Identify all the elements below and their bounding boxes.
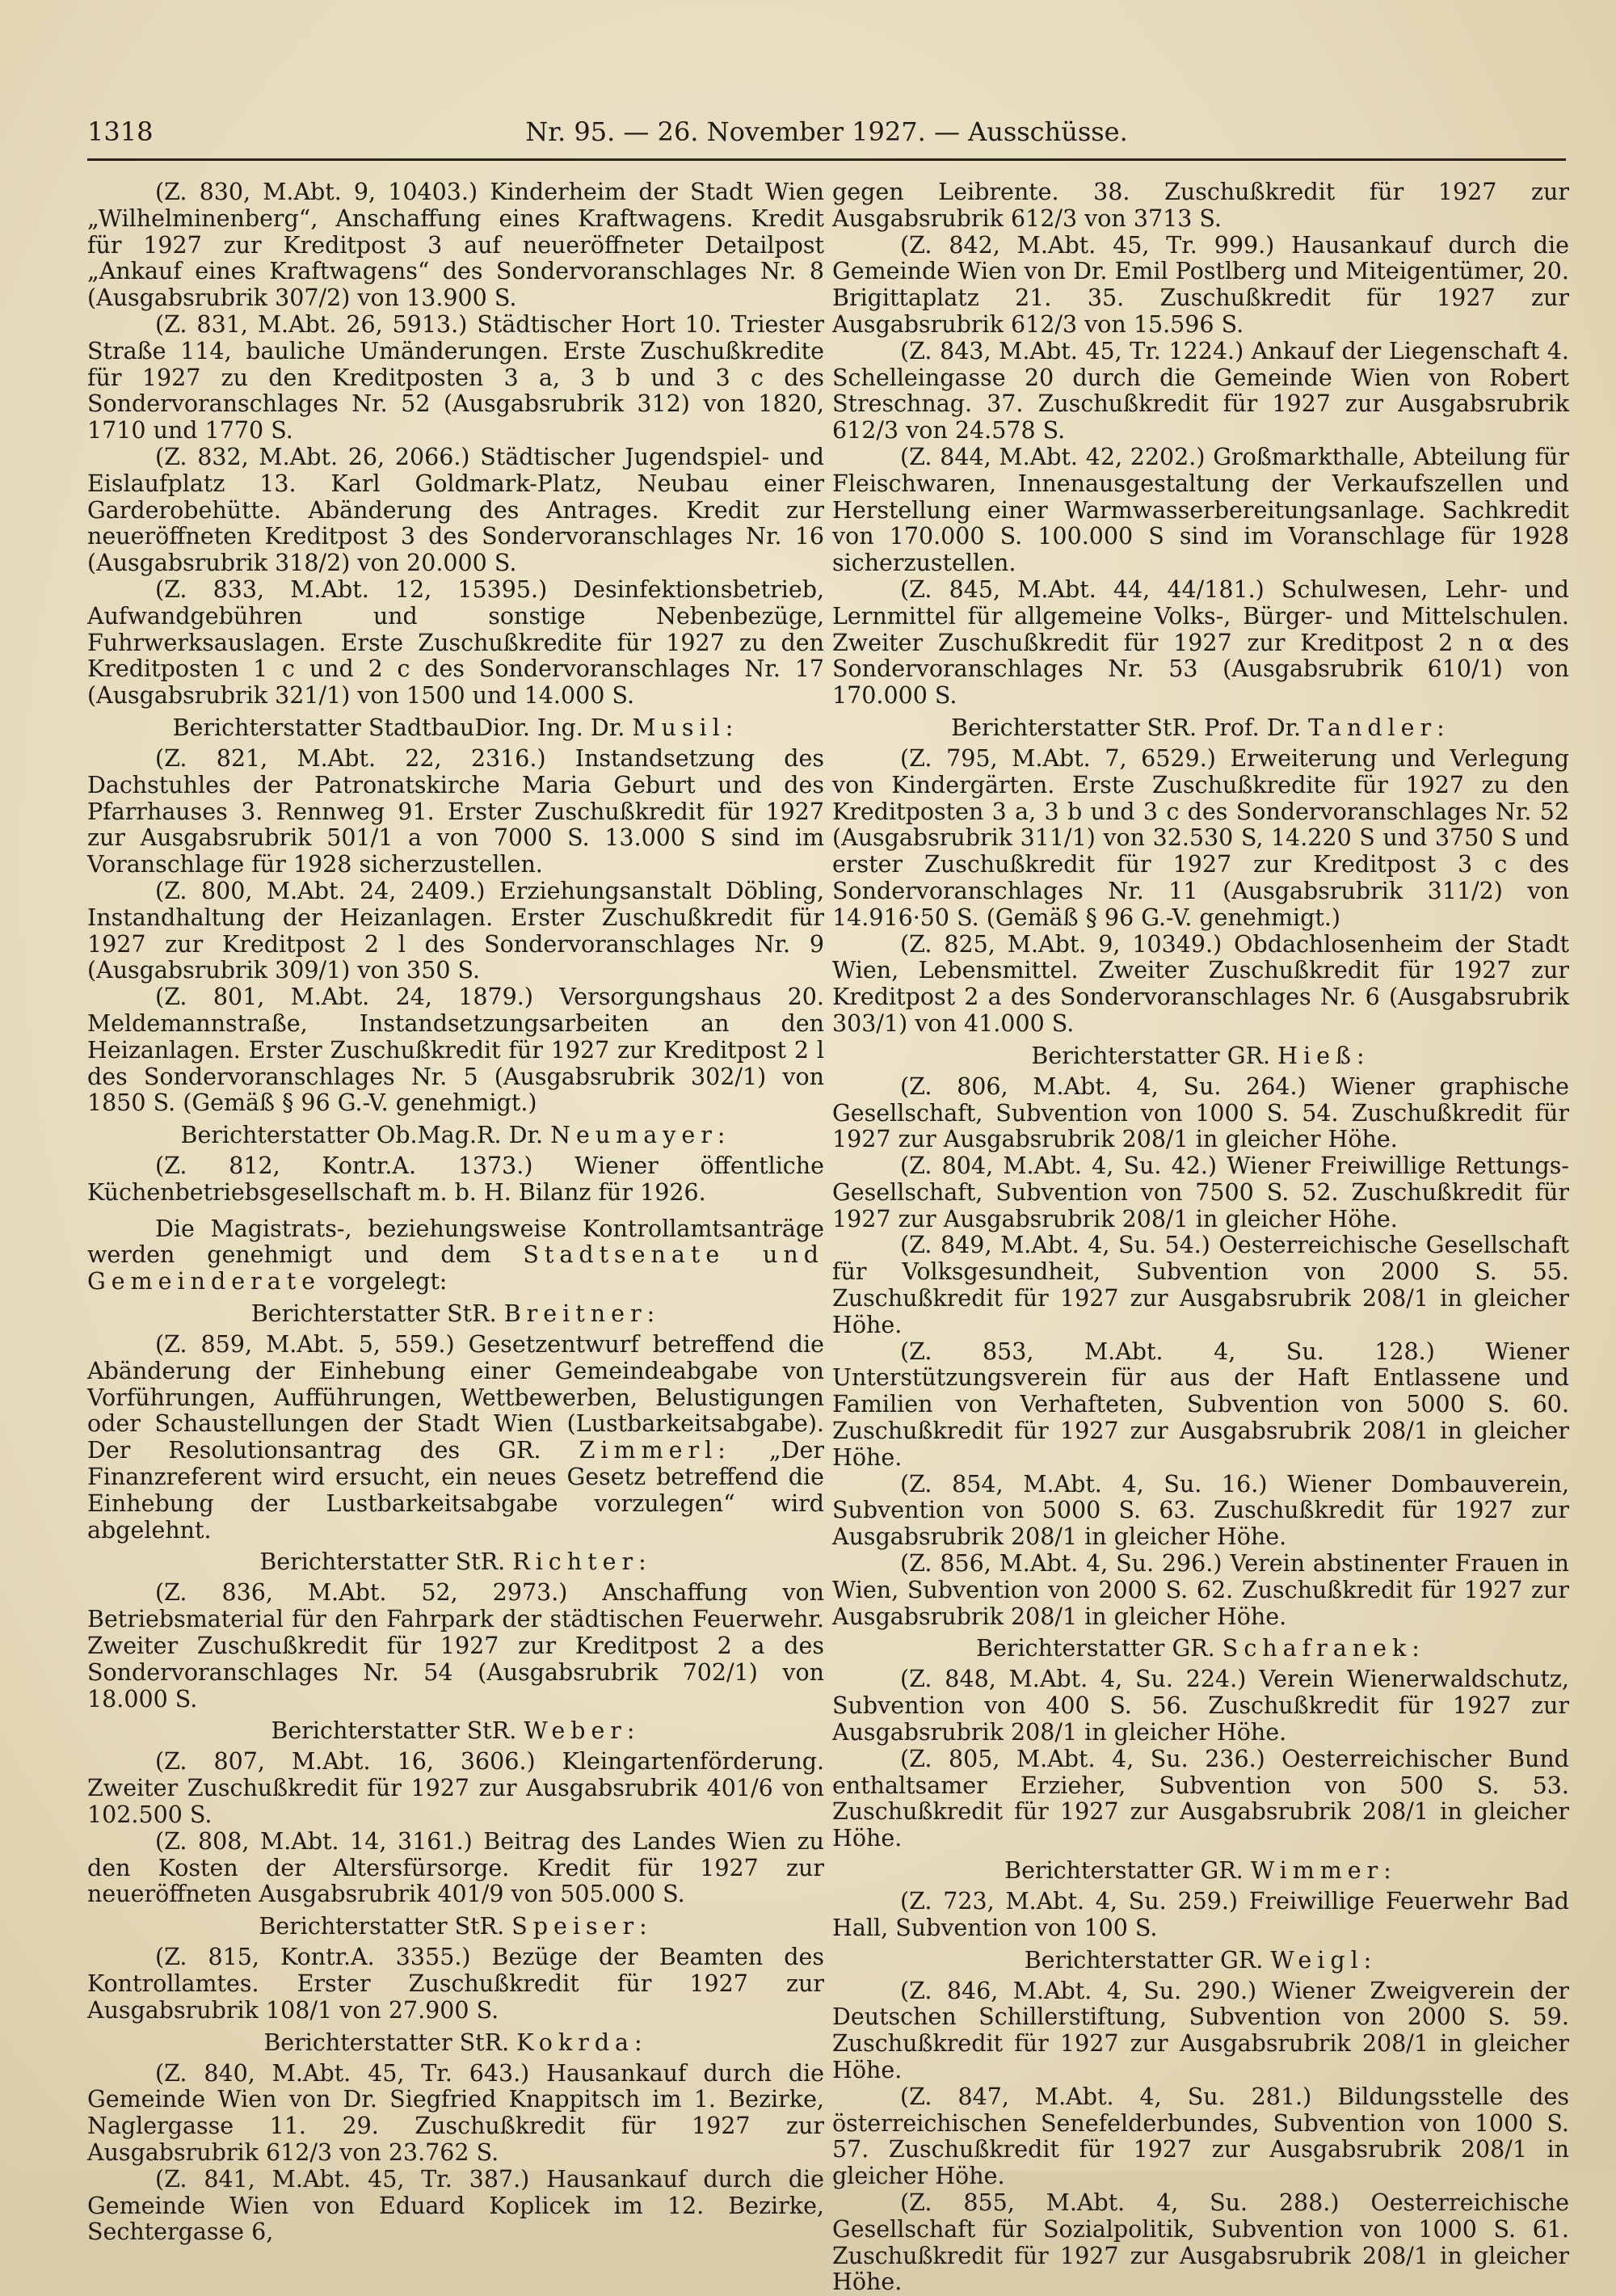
reporter-name: Speiser: xyxy=(511,1913,653,1940)
page-number: 1318 xyxy=(87,116,154,147)
reporter-heading xyxy=(832,1947,1569,1974)
paragraph: (Z. 825, M.Abt. 9, 10349.) Obdachlosenheim der Stadt Wien, Lebensmittel. Zweiter Zuschußkredit für 1927 zur Kreditpost 2 a des Sondervoranschlages Nr. 6 (Ausgabsrubrik 303/1) von 41.000 S. xyxy=(832,930,1569,1037)
paragraph: (Z. 807, M.Abt. 16, 3606.) Kleingartenförderung. Zweiter Zuschußkredit für 1927 zur Ausgabsrubrik 401/6 von 102.500 S. xyxy=(87,1748,824,1829)
paragraph: (Z. 841, M.Abt. 45, Tr. 387.) Hausankauf durch die Gemeinde Wien von Eduard Koplicek im 12. Bezirke, Sechtergasse 6, xyxy=(87,2165,824,2246)
paragraph-text: (Z. 859, M.Abt. 5, 559.) Gesetzentwurf betreffend die Abänderung der Einhebung einer Gemeindeabgabe von Vorführungen, Aufführungen, Wettbewerben, Belustigungen oder Schaustellungen der Stadt Wien (Lustbarkeitsabgabe). Der Resolutionsantrag des GR. xyxy=(87,1331,824,1464)
paragraph: (Z. 846, M.Abt. 4, Su. 290.) Wiener Zweigverein der Deutschen Schillerstiftung, Subvention von 2000 S. 59. Zuschußkredit für 1927 zur Ausgabsrubrik 208/1 in gleicher Höhe. xyxy=(832,1977,1569,2083)
paragraph: (Z. 856, M.Abt. 4, Su. 296.) Verein abstinenter Frauen in Wien, Subvention von 2000 S. 62. Zuschußkredit für 1927 zur Ausgabsrubrik 208/1 in gleicher Höhe. xyxy=(832,1550,1569,1630)
reporter-prefix: Berichterstatter StadtbauDior. Ing. Dr. xyxy=(172,714,625,741)
reporter-prefix: Berichterstatter StR. Prof. Dr. xyxy=(951,714,1302,741)
reporter-prefix: Berichterstatter StR. xyxy=(259,1913,505,1940)
reporter-name: Schafranek: xyxy=(1222,1635,1425,1662)
reporter-prefix: Berichterstatter GR. xyxy=(1031,1042,1271,1069)
running-title: Nr. 95. — 26. November 1927. — Ausschüsse. xyxy=(525,116,1128,147)
reporter-heading xyxy=(832,714,1569,741)
resolution-text: Die Magistrats-, beziehungsweise Kontrollamtsanträge werden genehmigt und dem xyxy=(87,1215,824,1269)
resolution-end: vorgelegt: xyxy=(328,1268,448,1295)
reporter-name: Richter: xyxy=(512,1548,652,1576)
paragraph: (Z. 843, M.Abt. 45, Tr. 1224.) Ankauf der Liegenschaft 4. Schelleingasse 20 durch die Gemeinde Wien von Robert Streschnag. 37. Zuschußkredit für 1927 zur Ausgabsrubrik 612/3 von 24.578 S. xyxy=(832,337,1569,444)
reporter-heading xyxy=(87,1122,824,1148)
reporter-name: Hieß: xyxy=(1277,1042,1370,1069)
paragraph: (Z. 832, M.Abt. 26, 2066.) Städtischer Jugendspiel- und Eislaufplatz 13. Karl Goldmark-Platz, Neubau einer Garderobehütte. Abänderung des Antrages. Kredit zur neueröffneten Kreditpost 3 des Sondervoranschlages Nr. 16 (Ausgabsrubrik 318/2) von 20.000 S. xyxy=(87,443,824,577)
reporter-name: Musil: xyxy=(632,714,739,741)
page-header xyxy=(87,110,1566,158)
paragraph-continued: gegen Leibrente. 38. Zuschußkredit für 1927 zur Ausgabsrubrik 612/3 von 3713 S. xyxy=(832,179,1569,232)
right-column xyxy=(832,179,1569,2296)
resolution-bodies: Stadtsenate und Gemeinderate xyxy=(87,1241,824,1295)
paragraph: (Z. 795, M.Abt. 7, 6529.) Erweiterung und Verlegung von Kindergärten. Erste Zuschußkredite für 1927 zu den Kreditposten 3 a, 3 b und 3 c des Sondervoranschlages Nr. 52 (Ausgabsrubrik 311/1) von 32.530 S, 14.220 S und 3750 S und erster Zuschußkredit für 1927 zur Kreditpost 3 c des Sondervoranschlages Nr. 11 (Ausgabsrubrik 311/2) von 14.916·50 S. (Gemäß § 96 G.-V. genehmigt.) xyxy=(832,744,1569,931)
reporter-prefix: Berichterstatter GR. xyxy=(1024,1946,1264,1974)
reporter-heading xyxy=(87,1300,824,1327)
reporter-heading xyxy=(832,1043,1569,1069)
reporter-heading xyxy=(832,1857,1569,1884)
paragraph: (Z. 847, M.Abt. 4, Su. 281.) Bildungsstelle des österreichischen Senefelderbundes, Subvention von 1000 S. 57. Zuschußkredit für 1927 zur Ausgabsrubrik 208/1 in gleicher Höhe. xyxy=(832,2083,1569,2190)
councillor-name: Zimmerl: xyxy=(579,1437,731,1464)
reporter-prefix: Berichterstatter StR. xyxy=(263,2028,510,2056)
paragraph-text: „Der Finanzreferent wird ersucht, ein neues Gesetz betreffend die Einhebung der Lustbarkeitsabgabe vorzulegen“ wird abgelehnt. xyxy=(87,1437,824,1544)
paragraph: (Z. 831, M.Abt. 26, 5913.) Städtischer Hort 10. Triester Straße 114, bauliche Umänderungen. Erste Zuschußkredite für 1927 zu den Kreditposten 3 a, 3 b und 3 c des Sondervoranschlages Nr. 52 (Ausgabsrubrik 312) von 1820, 1710 und 1770 S. xyxy=(87,310,824,444)
reporter-name: Weber: xyxy=(524,1717,641,1745)
reporter-heading xyxy=(832,1635,1569,1662)
reporter-name: Wimmer: xyxy=(1250,1857,1397,1885)
paragraph xyxy=(87,1332,824,1544)
paragraph: (Z. 821, M.Abt. 22, 2316.) Instandsetzung des Dachstuhles der Patronatskirche Maria Geburt und des Pfarrhauses 3. Rennweg 91. Erster Zuschußkredit für 1927 zur Ausgabsrubrik 501/1 a von 7000 S. 13.000 S sind im Voranschlage für 1928 sicherzustellen. xyxy=(87,744,824,878)
paragraph: (Z. 805, M.Abt. 4, Su. 236.) Oesterreichischer Bund enthaltsamer Erzieher, Subvention von 500 S. 53. Zuschußkredit für 1927 zur Ausgabsrubrik 208/1 in gleicher Höhe. xyxy=(832,1745,1569,1852)
paragraph: (Z. 804, M.Abt. 4, Su. 42.) Wiener Freiwillige Rettungs-Gesellschaft, Subvention von 7500 S. 52. Zuschußkredit für 1927 zur Ausgabsrubrik 208/1 in gleicher Höhe. xyxy=(832,1152,1569,1232)
reporter-heading xyxy=(87,1717,824,1744)
paragraph: (Z. 849, M.Abt. 4, Su. 54.) Oesterreichische Gesellschaft für Volksgesundheit, Subvention von 2000 S. 55. Zuschußkredit für 1927 zur Ausgabsrubrik 208/1 in gleicher Höhe. xyxy=(832,1232,1569,1338)
paragraph: (Z. 800, M.Abt. 24, 2409.) Erziehungsanstalt Döbling, Instandhaltung der Heizanlagen. Erster Zuschußkredit für 1927 zur Kreditpost 2 l des Sondervoranschlages Nr. 9 (Ausgabsrubrik 309/1) von 350 S. xyxy=(87,877,824,984)
paragraph: (Z. 833, M.Abt. 12, 15395.) Desinfektionsbetrieb, Aufwandgebühren und sonstige Nebenbezüge, Fuhrwerksauslagen. Erste Zuschußkredite für 1927 zu den Kreditposten 1 c und 2 c des Sondervoranschlages Nr. 17 (Ausgabsrubrik 321/1) von 1500 und 14.000 S. xyxy=(87,575,824,710)
reporter-prefix: Berichterstatter StR. xyxy=(259,1548,506,1576)
reporter-prefix: Berichterstatter GR. xyxy=(976,1635,1215,1662)
paragraph: (Z. 853, M.Abt. 4, Su. 128.) Wiener Unterstützungsverein für aus der Haft Entlassene und Familien von Verhafteten, Subvention von 5000 S. 60. Zuschußkredit für 1927 zur Ausgabsrubrik 208/1 in gleicher Höhe. xyxy=(832,1338,1569,1471)
reporter-prefix: Berichterstatter StR. xyxy=(271,1717,517,1745)
reporter-name: Neumayer: xyxy=(550,1122,731,1149)
paragraph: (Z. 806, M.Abt. 4, Su. 264.) Wiener graphische Gesellschaft, Subvention von 1000 S. 54. Zuschußkredit für 1927 zur Ausgabsrubrik 208/1 in gleicher Höhe. xyxy=(832,1072,1569,1153)
reporter-heading xyxy=(87,1548,824,1575)
paragraph: (Z. 845, M.Abt. 44, 44/181.) Schulwesen, Lehr- und Lernmittel für allgemeine Volks-, Bürger- und Mittelschulen. Zweiter Zuschußkredit für 1927 zur Kreditpost 2 n α des Sondervoranschlages Nr. 53 (Ausgabsrubrik 610/1) von 170.000 S. xyxy=(832,575,1569,710)
resolution-paragraph xyxy=(87,1216,824,1295)
paragraph: (Z. 854, M.Abt. 4, Su. 16.) Wiener Dombauverein, Subvention von 5000 S. 63. Zuschußkredit für 1927 zur Ausgabsrubrik 208/1 in gleicher Höhe. xyxy=(832,1470,1569,1551)
paragraph: (Z. 723, M.Abt. 4, Su. 259.) Freiwillige Feuerwehr Bad Hall, Subvention von 100 S. xyxy=(832,1888,1569,1941)
left-column xyxy=(87,179,824,2246)
reporter-name: Weigl: xyxy=(1270,1946,1378,1974)
reporter-name: Breitner: xyxy=(503,1300,661,1328)
reporter-heading xyxy=(87,714,824,741)
reporter-prefix: Berichterstatter GR. xyxy=(1004,1857,1244,1885)
reporter-heading xyxy=(87,1913,824,1940)
paragraph: (Z. 830, M.Abt. 9, 10403.) Kinderheim der Stadt Wien „Wilhelminenberg“, Anschaffung eines Kraftwagens. Kredit für 1927 zur Kreditpost 3 auf neueröffneter Detailpost „Ankauf eines Kraftwagens“ des Sondervoranschlages Nr. 8 (Ausgabsrubrik 307/2) von 13.900 S. xyxy=(87,179,824,312)
paragraph: (Z. 808, M.Abt. 14, 3161.) Beitrag des Landes Wien zu den Kosten der Altersfürsorge. Kredit für 1927 zur neueröffneten Ausgabsrubrik 401/9 von 505.000 S. xyxy=(87,1827,824,1908)
paragraph: (Z. 848, M.Abt. 4, Su. 224.) Verein Wienerwaldschutz, Subvention von 400 S. 56. Zuschußkredit für 1927 zur Ausgabsrubrik 208/1 in gleicher Höhe. xyxy=(832,1666,1569,1746)
reporter-heading xyxy=(87,2029,824,2056)
paragraph: (Z. 842, M.Abt. 45, Tr. 999.) Hausankauf durch die Gemeinde Wien von Dr. Emil Postlberg und Miteigentümer, 20. Brigittaplatz 21. 35. Zuschußkredit für 1927 zur Ausgabsrubrik 612/3 von 15.596 S. xyxy=(832,231,1569,338)
paragraph: (Z. 815, Kontr.A. 3355.) Bezüge der Beamten des Kontrollamtes. Erster Zuschußkredit für 1927 zur Ausgabsrubrik 108/1 von 27.900 S. xyxy=(87,1944,824,2024)
paragraph: (Z. 844, M.Abt. 42, 2202.) Großmarkthalle, Abteilung für Fleischwaren, Innenausgestaltung der Verkaufszellen und Herstellung einer Warmwasserbereitungsanlage. Sachkredit von 170.000 S. 100.000 S sind im Voranschlage für 1928 sicherzustellen. xyxy=(832,443,1569,577)
reporter-name: Kokrda: xyxy=(516,2028,648,2056)
paragraph: (Z. 855, M.Abt. 4, Su. 288.) Oesterreichische Gesellschaft für Sozialpolitik, Subvention von 1000 S. 61. Zuschußkredit für 1927 zur Ausgabsrubrik 208/1 in gleicher Höhe. xyxy=(832,2189,1569,2296)
reporter-name: Tandler: xyxy=(1308,714,1450,741)
reporter-prefix: Berichterstatter Ob.Mag.R. Dr. xyxy=(180,1122,544,1149)
reporter-prefix: Berichterstatter StR. xyxy=(250,1300,497,1328)
header-rule xyxy=(87,158,1566,161)
paragraph: (Z. 801, M.Abt. 24, 1879.) Versorgungshaus 20. Meldemannstraße, Instandsetzungsarbeiten an den Heizanlagen. Erster Zuschußkredit für 1927 zur Kreditpost 2 l des Sondervoranschlages Nr. 5 (Ausgabsrubrik 302/1) von 1850 S. (Gemäß § 96 G.-V. genehmigt.) xyxy=(87,984,824,1117)
paragraph: (Z. 840, M.Abt. 45, Tr. 643.) Hausankauf durch die Gemeinde Wien von Dr. Siegfried Knappitsch im 1. Bezirke, Naglergasse 11. 29. Zuschußkredit für 1927 zur Ausgabsrubrik 612/3 von 23.762 S. xyxy=(87,2059,824,2166)
paragraph: (Z. 812, Kontr.A. 1373.) Wiener öffentliche Küchenbetriebsgesellschaft m. b. H. Bilanz für 1926. xyxy=(87,1152,824,1206)
paragraph: (Z. 836, M.Abt. 52, 2973.) Anschaffung von Betriebsmaterial für den Fahrpark der städtischen Feuerwehr. Zweiter Zuschußkredit für 1927 zur Kreditpost 2 a des Sondervoranschlages Nr. 54 (Ausgabsrubrik 702/1) von 18.000 S. xyxy=(87,1579,824,1713)
